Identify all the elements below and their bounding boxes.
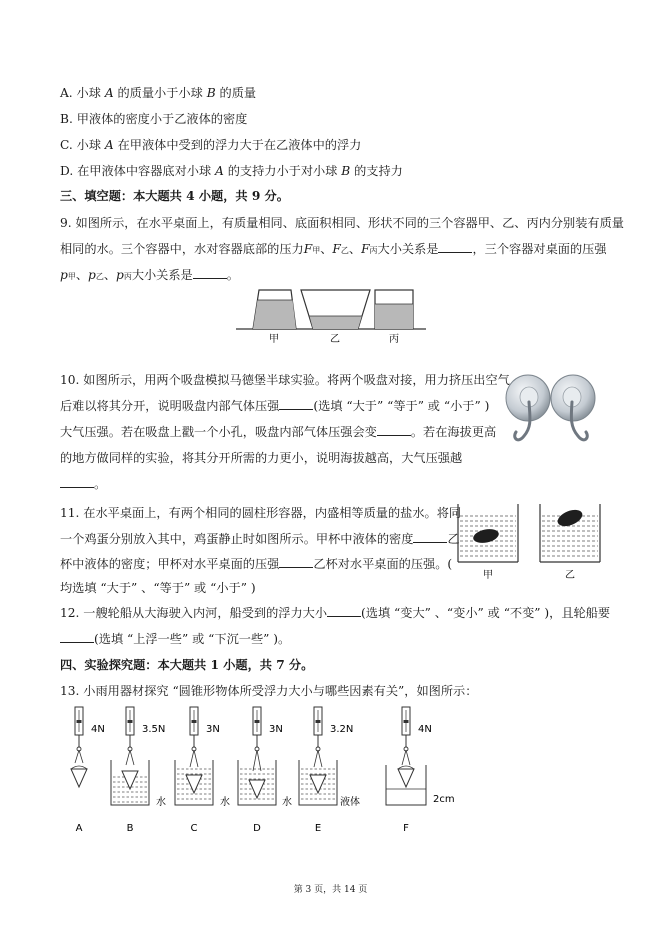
q13-letter-f: F (403, 823, 409, 834)
q10-line-2: 后难以将其分开，说明吸盘内部气体压强 (选填 “大于” “等于” 或 “小于” ) (60, 399, 490, 413)
q11-label-yi: 乙 (565, 570, 575, 581)
section-3-heading: 三、填空题：本大题共 4 小题，共 9 分。 (60, 189, 289, 203)
q13-letter-c: C (190, 823, 198, 834)
q13-force-f: 4N (418, 724, 432, 735)
q12-line-1: 12. 一艘轮船从大海驶入内河，船受到的浮力大小 (选填 “变大” 、“变小” 或 “不变” )，且轮船要 (60, 606, 611, 620)
q13-depth-label: 2cm (433, 794, 455, 805)
q13-liquid-e: 液体 (340, 797, 360, 808)
q10-blank-1[interactable] (279, 398, 313, 410)
q9-label-bing: 丙 (389, 334, 399, 345)
q10-suction-cups-figure (500, 372, 605, 454)
q9-line-3: p甲、p乙、p丙大小关系是 。 (60, 268, 239, 282)
q11-line-4: 均选填 “大于” 、“等于” 或 “小于” ) (60, 581, 256, 595)
q11-line-3: 杯中液体的密度；甲杯对水平桌面的压强 乙杯对水平桌面的压强。( (60, 557, 453, 571)
q13-letter-e: E (314, 823, 322, 834)
q13-letter-a: A (75, 823, 83, 834)
q12-blank-1[interactable] (327, 605, 361, 617)
q10-line-5: 。 (60, 476, 106, 492)
q9-line-1: 9. 如图所示，在水平桌面上，有质量相同、底面积相同、形状不同的三个容器甲、乙、丙内分别装有质量 (60, 216, 624, 230)
q13-force-e: 3.2N (330, 724, 354, 735)
q13-letter-b: B (126, 823, 134, 834)
page-footer: 第 3 页，共 14 页 (293, 885, 368, 895)
q13-liquid-b: 水 (156, 797, 166, 808)
q10-blank-2[interactable] (377, 424, 411, 436)
q9-label-yi: 乙 (330, 334, 340, 345)
q9-blank-2[interactable] (193, 267, 227, 279)
q13-force-d: 3N (269, 724, 283, 735)
option-d: D. 在甲液体中容器底对小球 A 的支持力小于对小球 B 的支持力 (60, 164, 403, 178)
q12-line-2: (选填 “上浮一些” 或 “下沉一些” )。 (60, 631, 290, 647)
q10-line-3: 大气压强。若在吸盘上戳一个小孔，吸盘内部气体压强会变 。若在海拔更高 (60, 425, 497, 439)
q11-label-jia: 甲 (483, 570, 493, 581)
q11-line-1: 11. 在水平桌面上，有两个相同的圆柱形容器，内盛相等质量的盐水。将同 (60, 506, 462, 520)
q9-line-2: 相同的水。三个容器中，水对容器底部的压力F甲、F乙、F丙大小关系是 ，三个容器对桌面的压强 (60, 242, 607, 256)
q10-blank-3[interactable] (60, 476, 94, 488)
q13-experiment-figure (60, 705, 480, 840)
q11-line-2: 一个鸡蛋分别放入其中，鸡蛋静止时如图所示。甲杯中液体的密度 乙 (60, 532, 460, 546)
q9-label-jia: 甲 (269, 334, 279, 345)
q12-blank-2[interactable] (60, 631, 94, 643)
option-c: C. 小球 A 在甲液体中受到的浮力大于在乙液体中的浮力 (60, 138, 362, 152)
q11-blank-1[interactable] (413, 531, 447, 543)
q10-line-4: 的地方做同样的实验，将其分开所需的力更小，说明海拔越高，大气压强越 (60, 451, 463, 465)
q13-liquid-d: 水 (282, 797, 292, 808)
q9-blank-1[interactable] (438, 241, 472, 253)
q13-line-1: 13. 小雨用器材探究 “圆锥形物体所受浮力大小与哪些因素有关”，如图所示： (60, 684, 478, 698)
q13-force-c: 3N (206, 724, 220, 735)
q11-blank-2[interactable] (279, 556, 313, 568)
option-a: A. 小球 A 的质量小于小球 B 的质量 (60, 86, 257, 100)
q10-line-1: 10. 如图所示，用两个吸盘模拟马德堡半球实验。将两个吸盘对接，用力挤压出空气 (60, 373, 510, 387)
q13-force-a: 4N (91, 724, 105, 735)
section-4-heading: 四、实验探究题：本大题共 1 小题，共 7 分。 (60, 658, 314, 672)
q13-liquid-c: 水 (220, 797, 230, 808)
q11-eggs-figure (455, 502, 605, 584)
option-b: B. 甲液体的密度小于乙液体的密度 (60, 112, 248, 126)
q13-letter-d: D (253, 823, 261, 834)
q13-force-b: 3.5N (142, 724, 166, 735)
q9-containers-figure (236, 284, 436, 346)
